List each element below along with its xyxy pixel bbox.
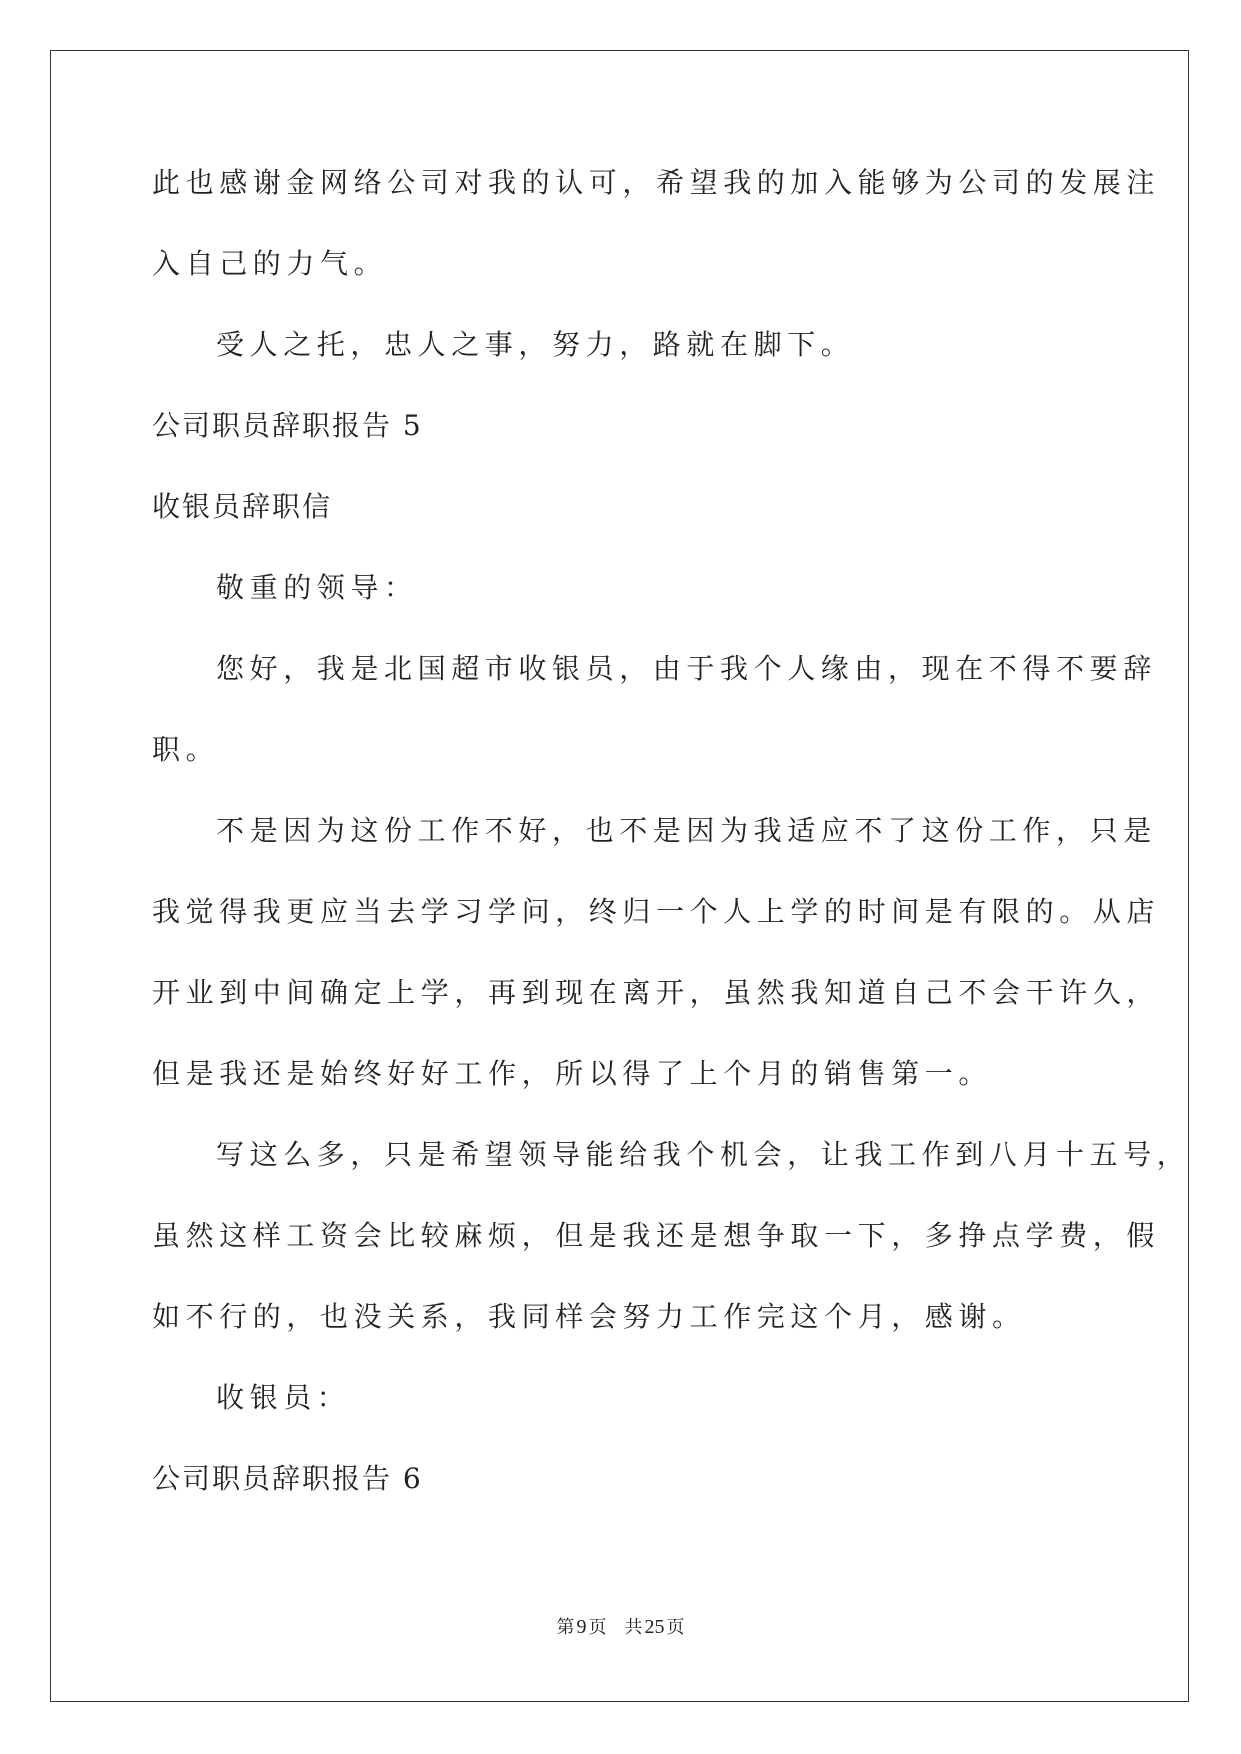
paragraph-line: 开业到中间确定上学，再到现在离开，虽然我知道自己不会干许久，	[152, 976, 1161, 1009]
section-heading: 公司职员辞职报告 5	[152, 409, 423, 442]
section-heading: 公司职员辞职报告 6	[152, 1462, 423, 1495]
paragraph-line: 虽然这样工资会比较麻烦，但是我还是想争取一下，多挣点学费，假	[152, 1219, 1161, 1252]
total-prefix: 共	[624, 1617, 643, 1638]
letter-title: 收银员辞职信	[152, 490, 333, 523]
page-footer	[0, 1616, 1241, 1639]
paragraph-line: 写这么多，只是希望领导能给我个机会，让我工作到八月十五号，	[216, 1138, 1191, 1171]
paragraph-line: 您好，我是北国超市收银员，由于我个人缘由，现在不得不要辞	[216, 652, 1157, 685]
total-suffix: 页	[666, 1617, 685, 1638]
paragraph-line: 如不行的，也没关系，我同样会努力工作完这个月，感谢。	[152, 1300, 1026, 1333]
page-number: 9	[576, 1616, 587, 1638]
signature-line: 收银员：	[216, 1381, 351, 1414]
paragraph-line: 我觉得我更应当去学习学问，终归一个人上学的时间是有限的。从店	[152, 895, 1161, 928]
paragraph-line: 此也感谢金网络公司对我的认可，希望我的加入能够为公司的发展注	[152, 166, 1161, 199]
paragraph-line: 受人之托，忠人之事，努力，路就在脚下。	[216, 328, 855, 361]
paragraph-line: 职。	[152, 733, 220, 766]
paragraph-line: 不是因为这份工作不好，也不是因为我适应不了这份工作，只是	[216, 814, 1157, 847]
total-pages: 25	[644, 1616, 665, 1638]
paragraph-line: 入自己的力气。	[152, 247, 388, 280]
page-prefix: 第	[556, 1617, 575, 1638]
salutation: 敬重的领导：	[216, 571, 418, 604]
page-suffix: 页	[588, 1617, 607, 1638]
paragraph-line: 但是我还是始终好好工作，所以得了上个月的销售第一。	[152, 1057, 993, 1090]
document-body	[152, 163, 1191, 1540]
